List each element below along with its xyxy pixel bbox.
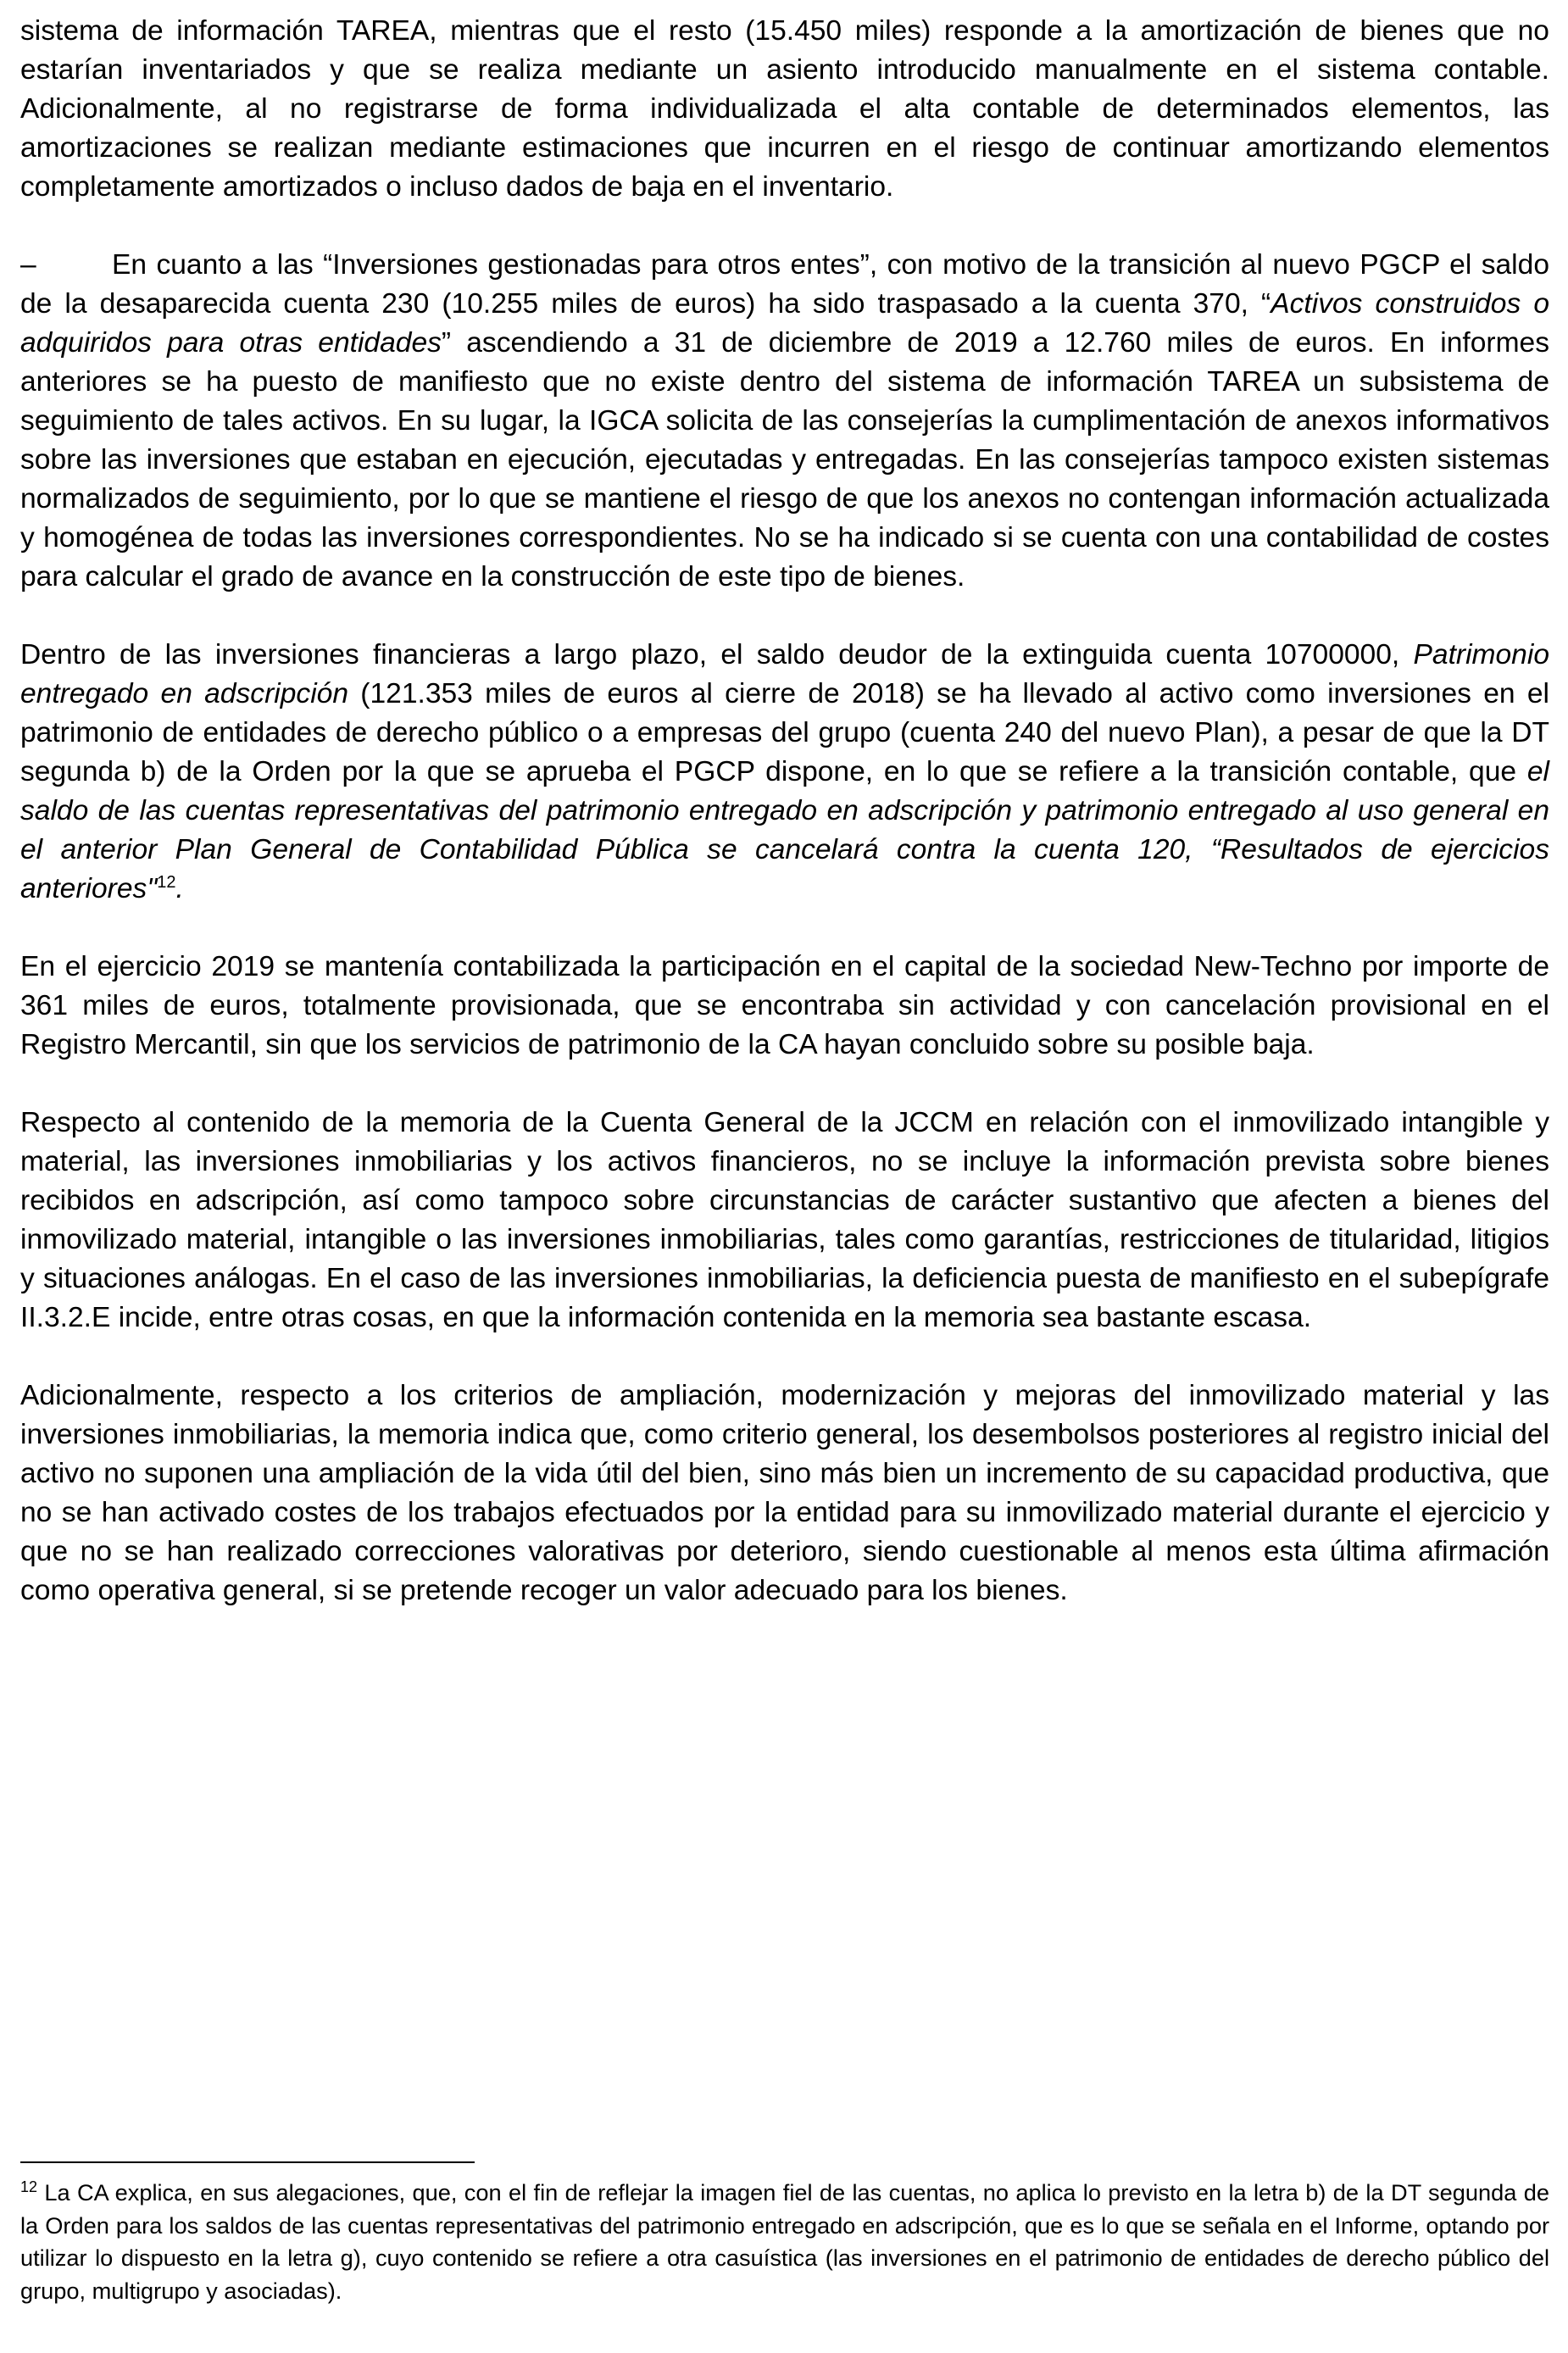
footnote [20, 2177, 1549, 2307]
paragraph-italic-quote: el saldo de las cuentas representativas del patrimonio entregado en adscripción y patrimonio entregado al uso general en el anterior Plan General de Contabilidad Pública se cancelará contra la cuenta 120, “Resultados de ejercicios anteriores" [20, 756, 1549, 904]
paragraph-criterios-ampliacion [20, 1377, 1549, 1610]
paragraph-text: sistema de información TAREA, mientras que el resto (15.450 miles) responde a la amortización de bienes que no estarían inventariados y que se realiza mediante un asiento introducido manualmente en el sistema contable. Adicionalmente, al no registrarse de forma individualizada el alta contable de determinados elementos, las amortizaciones se realizan mediante estimaciones que incurren en el riesgo de continuar amortizando elementos completamente amortizados o incluso dados de baja en el inventario. [20, 15, 1549, 203]
paragraph-italic-account: Patrimonio entregado en adscripción [20, 639, 1549, 709]
paragraph-text-a: Dentro de las inversiones financieras a largo plazo, el saldo deudor de la extinguida cuenta 10700000, [20, 639, 1414, 670]
paragraph-text-b: ” ascendiendo a 31 de diciembre de 2019 a 12.760 miles de euros. En informes anteriores se ha puesto de manifiesto que no existe dentro del sistema de información TAREA un subsistema de seguimiento de tales activos. En su lugar, la IGCA solicita de las consejerías la cumplimentación de anexos informativos sobre las inversiones que estaban en ejecución, ejecutadas y entregadas. En las consejerías tampoco existen sistemas normalizados de seguimiento, por lo que se mantiene el riesgo de que los anexos no contengan información actualizada y homogénea de todas las inversiones correspondientes. No se ha indicado si se cuenta con una contabilidad de costes para calcular el grado de avance en la construcción de este tipo de bienes. [20, 327, 1549, 592]
footnote-text: La CA explica, en sus alegaciones, que, con el fin de reflejar la imagen fiel de las cuentas, no aplica lo previsto en la letra b) de la DT segunda de la Orden para los saldos de las cuentas representativas del patrimonio entregado en adscripción, que es lo que se señala en el Informe, optando por utilizar lo dispuesto en la letra g), cuyo contenido se refiere a otra casuística (las inversiones en el patrimonio de entidades de derecho público del grupo, multigrupo y asociadas). [20, 2179, 1549, 2304]
paragraph-memoria-contenido [20, 1104, 1549, 1338]
document-body [20, 12, 1549, 1649]
paragraph-italic: Activos construidos o adquiridos para otras entidades [20, 288, 1549, 359]
footnote-reference[interactable]: 12 [157, 872, 176, 892]
paragraph-text-b: (121.353 miles de euros al cierre de 2018) se ha llevado al activo como inversiones en el patrimonio de entidades de derecho público o a empresas del grupo (cuenta 240 del nuevo Plan), a pesar de que la DT segunda b) de la Orden por la que se aprueba el PGCP dispone, en lo que se refiere a la transición contable, que [20, 678, 1549, 787]
paragraph-text: Respecto al contenido de la memoria de la Cuenta General de la JCCM en relación con el inmovilizado intangible y material, las inversiones inmobiliarias y los activos financieros, no se incluye la información prevista sobre bienes recibidos en adscripción, así como tampoco sobre circunstancias de carácter sustantivo que afecten a bienes del inmovilizado material, intangible o las inversiones inmobiliarias, tales como garantías, restricciones de titularidad, litigios y situaciones análogas. En el caso de las inversiones inmobiliarias, la deficiencia puesta de manifiesto en el subepígrafe II.3.2.E incide, entre otras cosas, en que la información contenida en la memoria sea bastante escasa. [20, 1107, 1549, 1333]
paragraph-inversiones-financieras [20, 636, 1549, 909]
paragraph-text: En el ejercicio 2019 se mantenía contabilizada la participación en el capital de la sociedad New-Techno por importe de 361 miles de euros, totalmente provisionada, que se encontraba sin actividad y con cancelación provisional en el Registro Mercantil, sin que los servicios de patrimonio de la CA hayan concluido sobre su posible baja. [20, 951, 1549, 1060]
paragraph-amortizacion [20, 12, 1549, 207]
paragraph-new-techno [20, 948, 1549, 1065]
paragraph-inversiones-gestionadas [20, 246, 1549, 597]
paragraph-text: Adicionalmente, respecto a los criterios de ampliación, modernización y mejoras del inmovilizado material y las inversiones inmobiliarias, la memoria indica que, como criterio general, los desembolsos posteriores al registro inicial del activo no suponen una ampliación de la vida útil del bien, sino más bien un incremento de su capacidad productiva, que no se han activado costes de los trabajos efectuados por la entidad para su inmovilizado material durante el ejercicio y que no se han realizado correcciones valorativas por deterioro, siendo cuestionable al menos esta última afirmación como operativa general, si se pretende recoger un valor adecuado para los bienes. [20, 1380, 1549, 1606]
footnote-divider [20, 2161, 475, 2163]
paragraph-italic-end: . [175, 873, 184, 904]
paragraph-text-a: En cuanto a las “Inversiones gestionadas para otros entes”, con motivo de la transición al nuevo PGCP el saldo de la desaparecida cuenta 230 (10.255 miles de euros) ha sido traspasado a la cuenta 370, “ [20, 249, 1549, 320]
footnote-number: 12 [20, 2178, 38, 2195]
list-dash: – [20, 249, 36, 281]
